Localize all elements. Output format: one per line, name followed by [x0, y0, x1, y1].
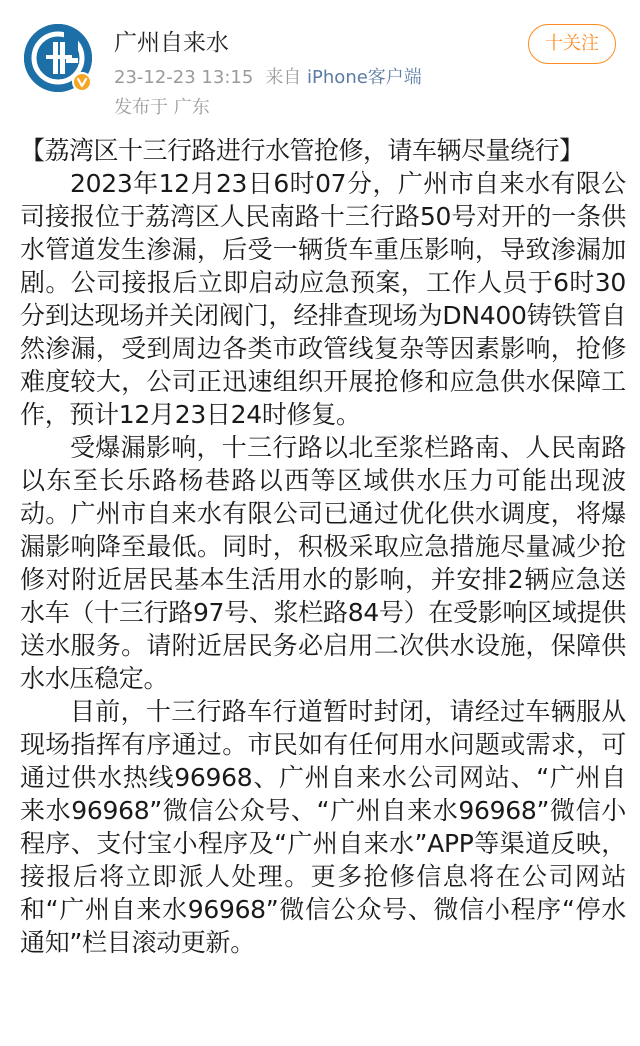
post-paragraph-1: 2023年12月23日6时07分，广州市自来水有限公司接报位于荔湾区人民南路十三行路50号对开的一条供水管道发生渗漏，后受一辆货车重压影响，导致渗漏加剧。公司接报后立即启动应急预案，工作人员于6时30分到达现场并关闭阀门，经排查现场为DN400铸铁管自然渗漏，受到周边各类市政管线复杂等因素影响，抢修难度较大，公司正迅速组织开展抢修和应急供水保障工作，预计12月23日24时修复。: [20, 169, 626, 429]
source-prefix: 来自: [265, 67, 302, 88]
verified-badge-icon: [72, 72, 92, 92]
post-location: 发布于 广东: [114, 97, 210, 118]
post-paragraph-2: 受爆漏影响，十三行路以北至浆栏路南、人民南路以东至长乐路杨巷路以西等区域供水压力可能出现波动。广州市自来水有限公司已通过优化供水调度，将爆漏影响降至最低。同时，积极采取应急措施尽量减少抢修对附近居民基本生活用水的影响，并安排2辆应急送水车（十三行路97号、浆栏路84号）在受影响区域提供送水服务。请附近居民务必启用二次供水设施，保障供水水压稳定。: [20, 433, 626, 693]
account-name[interactable]: 广州自来水: [114, 30, 229, 56]
post-meta: [114, 66, 422, 90]
post-paragraph-3: 目前，十三行路车行道暂时封闭，请经过车辆服从现场指挥有序通过。市民如有任何用水问题或需求，可通过供水热线96968、广州自来水公司网站、“广州自来水96968”微信公众号、“广州自来水96968”微信小程序、支付宝小程序及“广州自来水”APP等渠道反映，接报后将立即派人处理。更多抢修信息将在公司网站和“广州自来水96968”微信公众号、微信小程序“停水通知”栏目滚动更新。: [20, 697, 626, 957]
follow-button[interactable]: 十关注: [528, 24, 616, 64]
source-client-link[interactable]: iPhone客户端: [307, 67, 422, 88]
post-title: 【荔湾区十三行路进行水管抢修，请车辆尽量绕行】: [20, 136, 584, 165]
post-header: [0, 0, 640, 130]
post-content: [20, 134, 626, 959]
post-timestamp: 23-12-23 13:15: [114, 67, 254, 88]
